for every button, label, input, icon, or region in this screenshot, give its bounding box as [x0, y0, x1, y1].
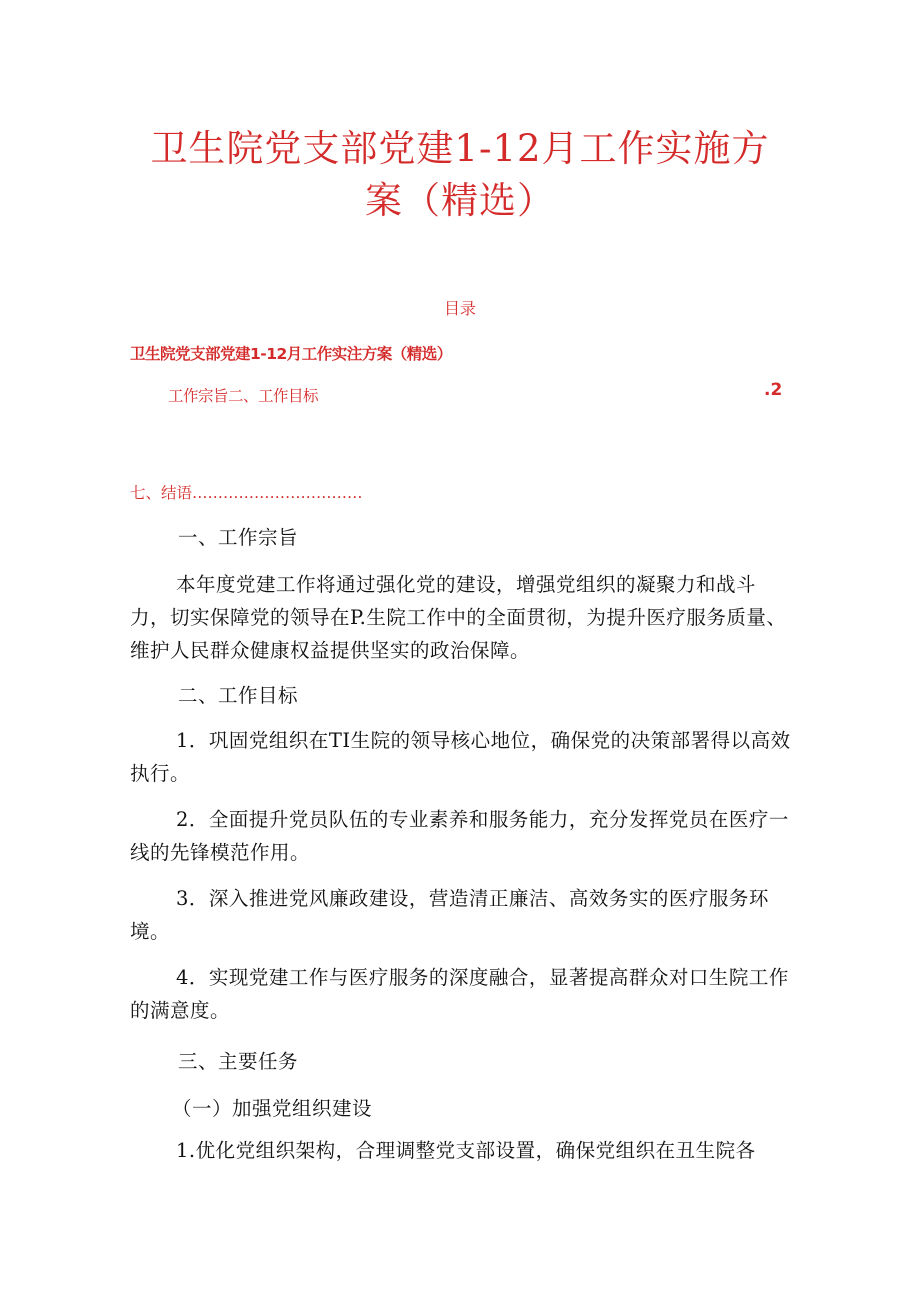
toc-entry-title[interactable]: 卫生院党支部党建1-12月工作实注方案（精选）: [130, 345, 452, 363]
toc-heading: 目录: [443, 299, 476, 318]
goal-item-3: 3．深入推进党风廉政建设，营造清正廉洁、高效务实的医疗服务环境。: [130, 887, 769, 943]
toc-entry-sections[interactable]: 工作宗旨二、工作目标: [168, 387, 319, 405]
goal-item-2: 2．全面提升党员队伍的专业素养和服务能力，充分发挥党员在医疗一线的先锋模范作用。: [130, 808, 789, 864]
document-title-line2: 案（精选）: [365, 179, 555, 222]
goal-item-4: 4．实现党建工作与医疗服务的深度融合，显著提高群众对口生院工作的满意度。: [130, 966, 789, 1022]
toc-entry-conclusion[interactable]: 七、结语……………………………: [130, 484, 363, 502]
section-heading-goals: 二、工作目标: [178, 684, 299, 707]
goal-item-1: 1．巩固党组织在TI生院的领导核心地位，确保党的决策部署得以高效执行。: [130, 729, 791, 785]
subsection-heading-org-building: （一）加强党组织建设: [172, 1097, 373, 1120]
section-heading-purpose: 一、工作宗旨: [178, 526, 299, 549]
section-heading-tasks: 三、主要任务: [178, 1050, 299, 1073]
task-item-1: 1.优化党组织架构，合理调整党支部设置，确保党组织在丑生院各: [176, 1139, 756, 1162]
document-title-line1: 卫生院党支部党建1-12月工作实施方: [150, 127, 770, 170]
purpose-paragraph: 本年度党建工作将通过强化党的建设，增强党组织的凝聚力和战斗力，切实保障党的领导在P.生院工作中的全面贯彻，为提升医疗服务质量、维护人民群众健康权益提供坚实的政治保障。: [130, 573, 787, 662]
toc-entry-page-number: .2: [764, 380, 783, 400]
